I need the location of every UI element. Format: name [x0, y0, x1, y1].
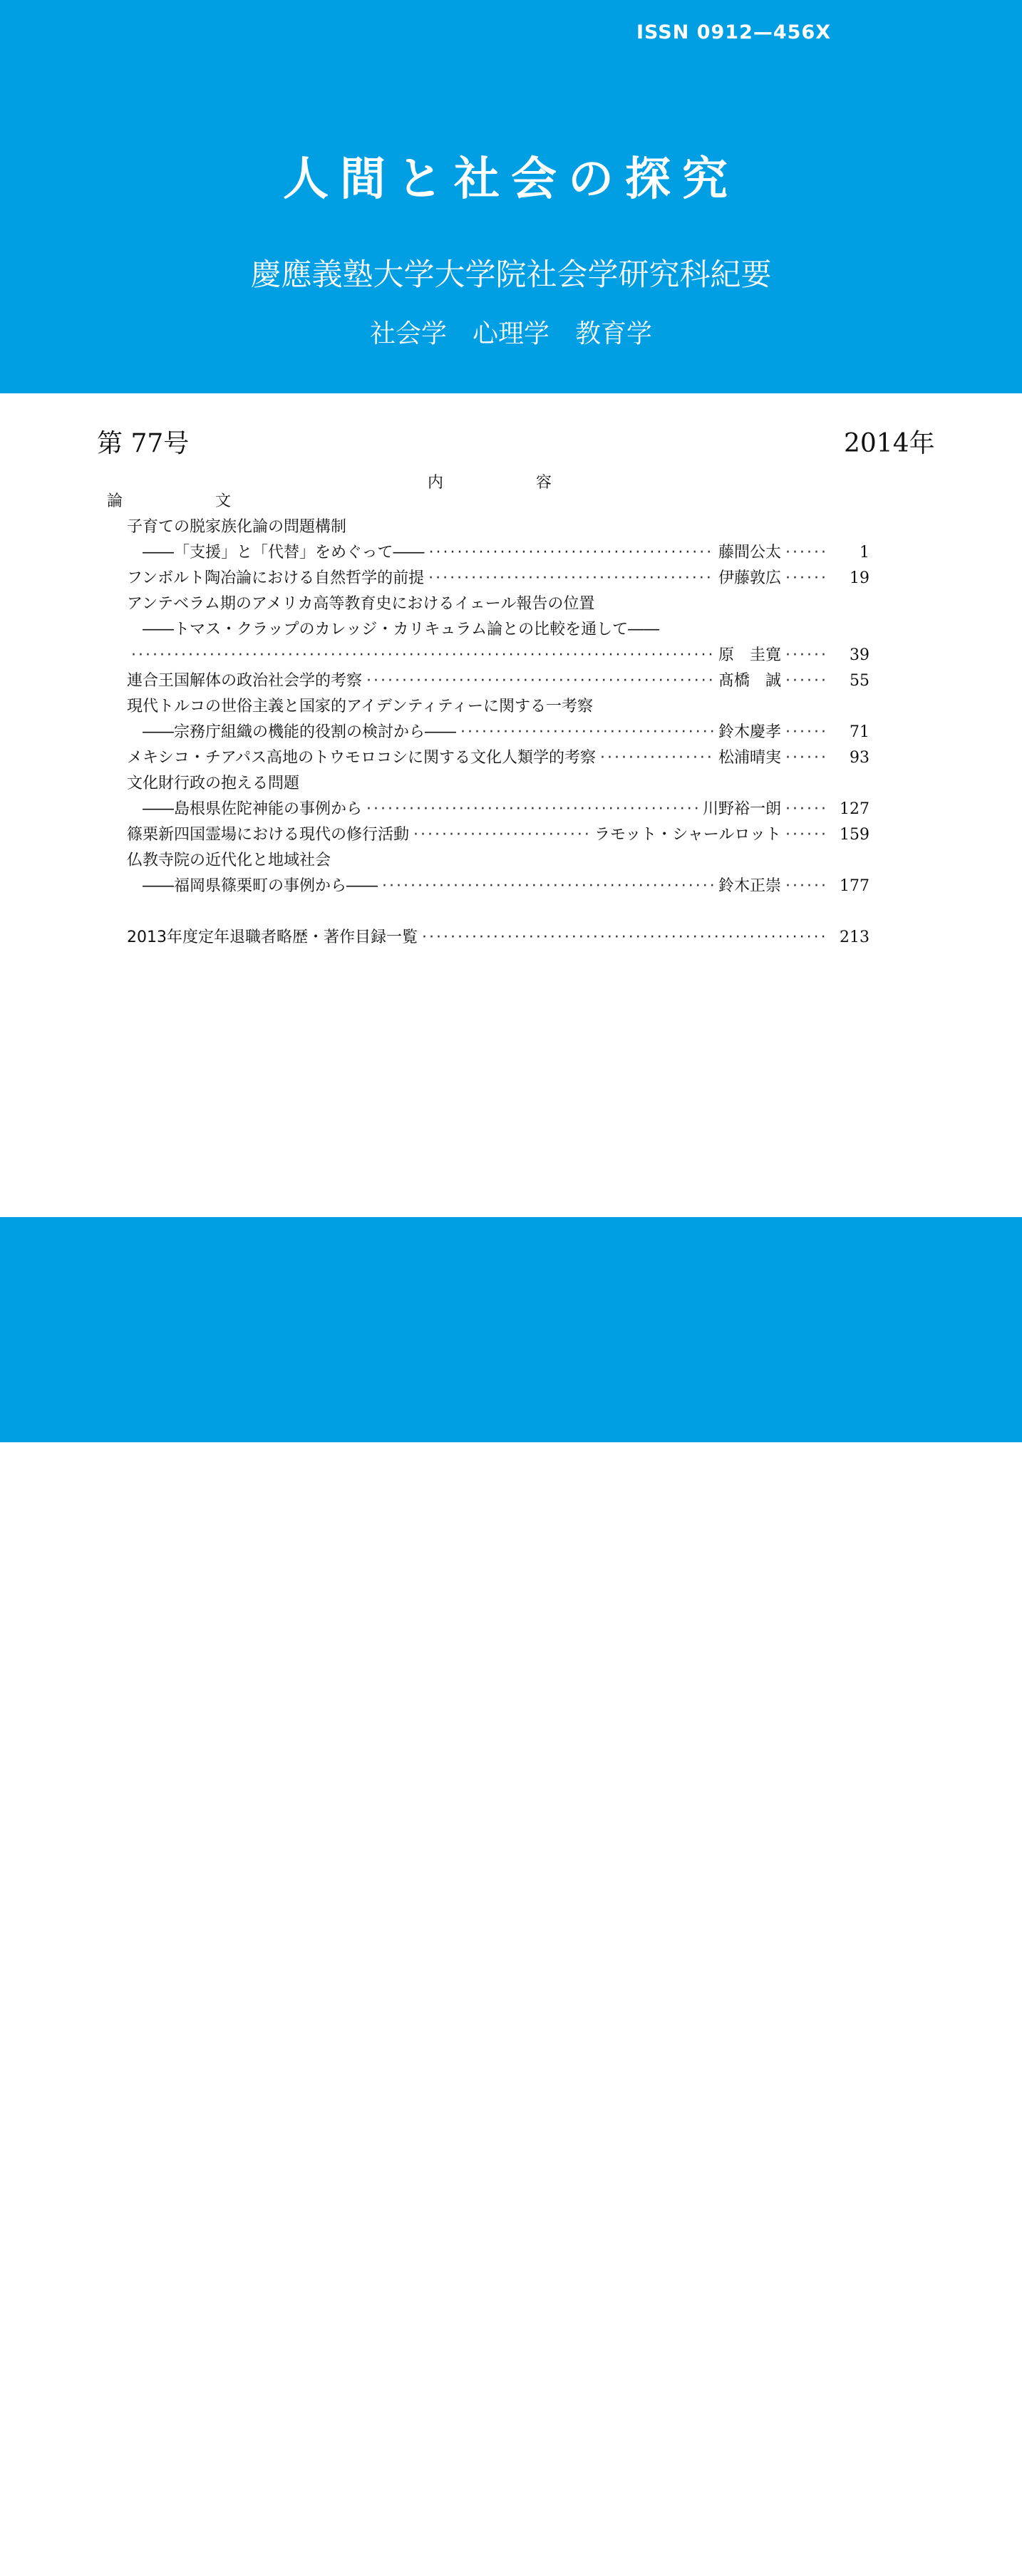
toc-entry-author: 藤間公太	[718, 544, 781, 562]
toc-entry-title: メキシコ・チアパス高地のトウモロコシに関する文化人類学的考察	[127, 749, 597, 767]
table-of-contents	[127, 514, 869, 951]
leader-dots	[785, 874, 828, 899]
toc-entry	[127, 822, 869, 848]
toc-entry	[127, 643, 869, 668]
toc-entry-author: ラモット・シャールロット	[594, 826, 781, 844]
toc-entry-title: 篠栗新四国霊場における現代の修行活動	[127, 826, 410, 844]
toc-entry	[127, 668, 869, 694]
toc-page-number: 177	[840, 877, 869, 895]
leader-dots	[382, 874, 714, 899]
leader-dots	[460, 720, 714, 745]
toc-entry-author: 松浦晴実	[718, 749, 781, 767]
toc-entry-title: 仏教寺院の近代化と地域社会	[127, 852, 331, 869]
toc-page-number: 1	[860, 544, 869, 562]
toc-page-number: 159	[840, 826, 869, 844]
toc-entry-author: 原 圭寛	[718, 646, 781, 664]
toc-entry	[127, 514, 869, 540]
toc-entry	[127, 694, 869, 720]
leader-dots	[131, 643, 714, 668]
leader-dots	[422, 925, 828, 951]
toc-spacer	[127, 899, 869, 925]
toc-entry-author: 鈴木慶孝	[718, 723, 781, 741]
leader-dots	[785, 540, 828, 566]
toc-page-number: 19	[850, 569, 869, 587]
publisher-address: 東京都港区三田	[415, 2543, 606, 2575]
toc-page-number: 127	[840, 800, 869, 818]
toc-entry-title: ――島根県佐陀神能の事例から	[143, 800, 363, 818]
contents-heading: 内容	[428, 474, 645, 492]
leader-dots	[785, 668, 828, 694]
toc-entry	[127, 874, 869, 899]
section-heading: 論文	[107, 492, 324, 510]
leader-dots	[785, 720, 828, 745]
leader-dots	[600, 745, 714, 771]
toc-entry	[127, 848, 869, 874]
toc-entry-title: フンボルト陶冶論における自然哲学的前提	[127, 569, 425, 587]
toc-entry-author: 川野裕一朗	[702, 800, 781, 818]
journal-fields: 社会学 心理学 教育学	[369, 319, 652, 348]
toc-entry-title: 文化財行政の抱える問題	[127, 775, 300, 792]
toc-page-number: 55	[850, 672, 869, 690]
toc-page-number: 39	[850, 646, 869, 664]
issue-year: 2014年	[844, 429, 935, 458]
leader-dots	[366, 797, 698, 822]
toc-entry	[127, 540, 869, 566]
toc-entry-title: 2013年度定年退職者略歴・著作目録一覧	[127, 929, 418, 946]
toc-page-number: 93	[850, 749, 869, 767]
leader-dots	[785, 643, 828, 668]
leader-dots	[366, 668, 714, 694]
toc-entry	[127, 720, 869, 745]
issue-number: 第 77号	[97, 429, 190, 458]
toc-entry-author: 伊藤敦広	[718, 569, 781, 587]
journal-subtitle: 慶應義塾大学大学院社会学研究科紀要	[250, 257, 772, 293]
leader-dots	[429, 540, 714, 566]
cover-footer-band	[0, 1217, 1022, 2575]
toc-page-number: 71	[850, 723, 869, 741]
toc-entry	[127, 745, 869, 771]
toc-entry-author: 髙橋 誠	[718, 672, 781, 690]
toc-entry-title: ――宗務庁組織の機能的役割の検討から――	[143, 723, 457, 741]
toc-entry-title: 現代トルコの世俗主義と国家的アイデンティティーに関する一考察	[127, 698, 594, 715]
cover-header-band	[0, 0, 1022, 393]
leader-dots	[785, 797, 828, 822]
publisher-name: 慶應義塾大学大学院社会学研究科	[307, 2471, 714, 2502]
toc-entry	[127, 617, 869, 643]
toc-entry-title: アンテベラム期のアメリカ高等教育史におけるイェール報告の位置	[127, 595, 595, 613]
leader-dots	[785, 822, 828, 848]
toc-appendix	[127, 925, 869, 951]
toc-entry	[127, 797, 869, 822]
toc-entry-title: ――「支援」と「代替」をめぐって――	[143, 544, 425, 562]
toc-entry-author: 鈴木正崇	[718, 877, 781, 895]
toc-entry	[127, 566, 869, 591]
leader-dots	[428, 566, 714, 591]
leader-dots	[785, 566, 828, 591]
toc-entry-title: 子育ての脱家族化論の問題構制	[127, 518, 347, 536]
toc-entry-title: ――トマス・クラップのカレッジ・カリキュラム論との比較を通して――	[143, 621, 660, 638]
leader-dots	[413, 822, 590, 848]
leader-dots	[785, 745, 828, 771]
toc-entry	[127, 591, 869, 617]
toc-entry-title: ――福岡県篠栗町の事例から――	[143, 877, 378, 895]
toc-entry-title: 連合王国解体の政治社会学的考察	[127, 672, 363, 690]
toc-entry	[127, 771, 869, 797]
toc-page-number: 213	[840, 929, 869, 946]
issn-number: ISSN 0912—456X	[636, 21, 832, 43]
journal-title: 人間と社会の探究	[283, 152, 739, 206]
